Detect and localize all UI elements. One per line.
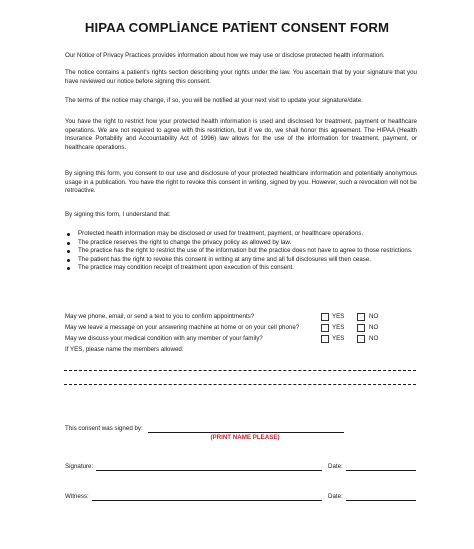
list-item: The practice has the right to restrict the use of the information but the practice does not have to agree to those restrictions.: [65, 247, 417, 256]
no-checkbox-appointments[interactable]: [357, 313, 365, 321]
list-item: Protected health information may be disclosed or used for treatment, payment, or healthcare operations.: [65, 230, 417, 239]
members-prompt: If YES, please name the members allowed:: [65, 346, 184, 353]
rights-section-paragraph: The notice contains a patient's rights section describing your rights under the law. You ascertain that by your signature that you have reviewed our notice before signing this consent.: [65, 69, 417, 85]
witness-line[interactable]: [92, 500, 322, 501]
question-confirm-appointments: May we phone, email, or send a text to you to confirm appointments?: [65, 313, 255, 320]
question-leave-message: May we leave a message on your answering machine at home or on your cell phone?: [65, 324, 300, 331]
consent-signed-by-label: This consent was signed by:: [65, 425, 143, 432]
yes-checkbox-appointments[interactable]: [321, 313, 329, 321]
list-item: The patient has the right to revoke this consent in writing at any time and all full disclosures will then cease.: [65, 256, 417, 265]
members-entry-line-2[interactable]: [64, 384, 416, 385]
yes-checkbox-message[interactable]: [321, 324, 329, 332]
no-label: NO: [369, 313, 379, 320]
signature-label: Signature:: [65, 463, 94, 470]
signature-date-label: Date:: [328, 463, 343, 470]
signed-by-name-line[interactable]: [148, 432, 344, 433]
list-item: The practice reserves the right to change the privacy policy as allowed by law.: [65, 239, 417, 248]
no-label: NO: [369, 335, 379, 342]
no-checkbox-family[interactable]: [357, 335, 365, 343]
witness-date-line[interactable]: [346, 500, 416, 501]
yes-label: YES: [332, 335, 345, 342]
no-checkbox-message[interactable]: [357, 324, 365, 332]
yes-label: YES: [332, 324, 345, 331]
print-name-note: (PRINT NAME PLEASE): [210, 434, 280, 441]
understanding-intro: By signing this form, I understand that:: [65, 211, 171, 218]
question-discuss-family: May we discuss your medical condition with any member of your family?: [65, 335, 263, 342]
privacy-notice-paragraph: Our Notice of Privacy Practices provides information about how we may use or disclose protected health information.: [65, 52, 385, 59]
consent-paragraph: By signing this form, you consent to our use and disclosure of your protected healthcare information and potentially anonymous usage in a publication. You have the right to revoke this consent in writing, signed by you. However, such a revocation will not be retroactive.: [65, 170, 417, 195]
form-title: HIPAA COMPLİANCE PATİENT CONSENT FORM: [84, 20, 390, 35]
signature-line[interactable]: [96, 470, 322, 471]
yes-label: YES: [332, 313, 345, 320]
list-item: The practice may condition receipt of treatment upon execution of this consent.: [65, 264, 417, 273]
notice-change-paragraph: The terms of the notice may change, if so, you will be notified at your next visit to update your signature/date.: [65, 97, 363, 104]
restriction-paragraph: You have the right to restrict how your protected health information is used and disclosed for treatment, payment or healthcare operations. We are not required to agree with this restriction, but if we do, we shall honor this agreement. The HIPAA (Health Insurance Portability and Accountability Act of 1996) law allows for the use of the information for treatment, payment, or healthcare operations.: [65, 118, 417, 151]
signature-date-line[interactable]: [346, 470, 416, 471]
understanding-list: [65, 230, 417, 273]
witness-label: Witness:: [65, 493, 89, 500]
witness-date-label: Date:: [328, 493, 343, 500]
yes-checkbox-family[interactable]: [321, 335, 329, 343]
no-label: NO: [369, 324, 379, 331]
members-entry-line-1[interactable]: [64, 370, 416, 371]
